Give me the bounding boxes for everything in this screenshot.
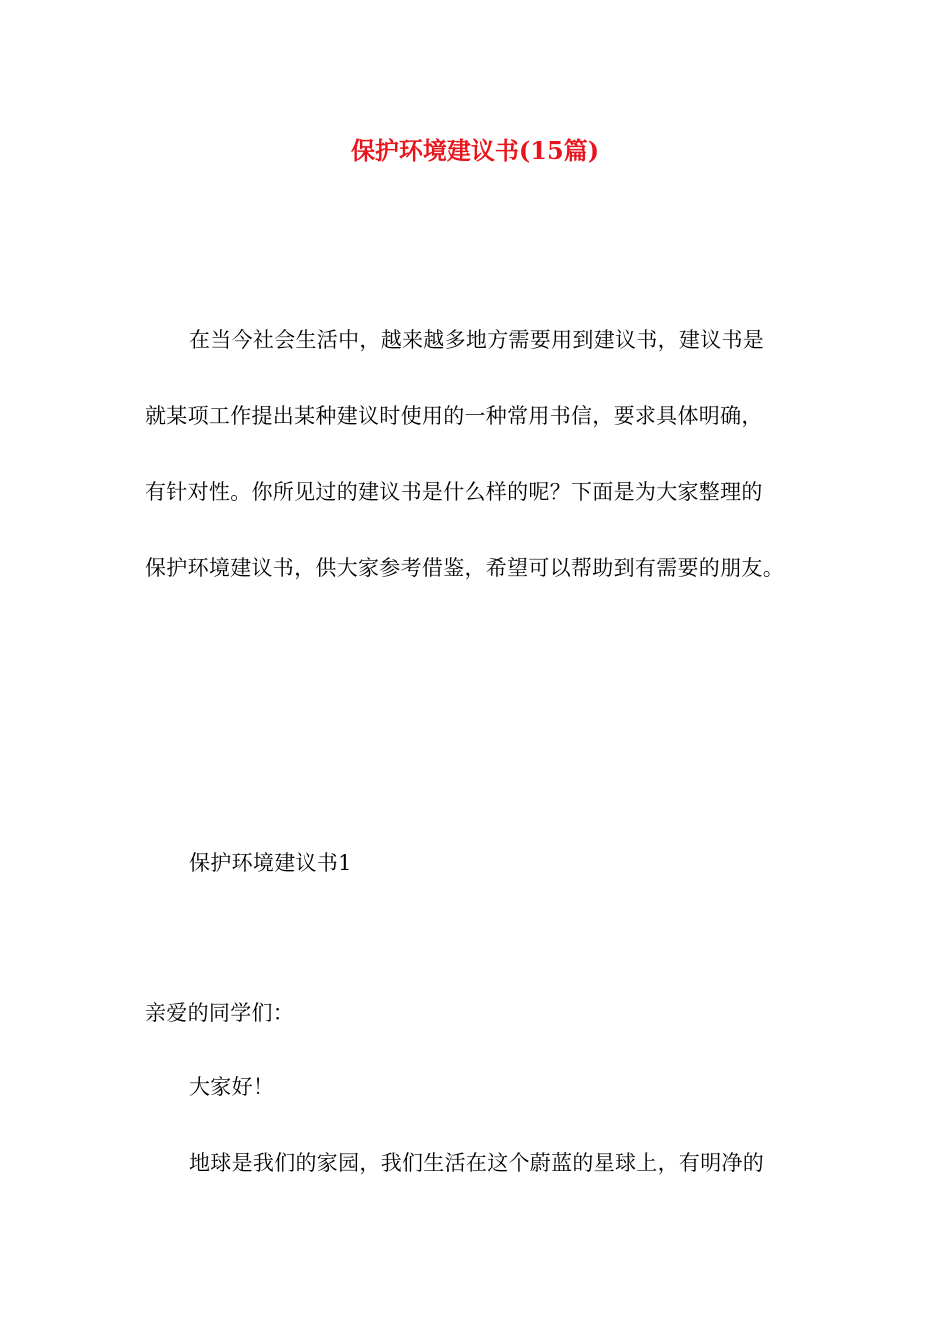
intro-line-1: 在当今社会生活中，越来越多地方需要用到建议书，建议书是 <box>189 328 765 352</box>
greeting: 大家好！ <box>189 1075 275 1099</box>
section-heading: 保护环境建议书1 <box>189 851 352 875</box>
document-title: 保护环境建议书(15篇) <box>350 136 600 165</box>
salutation: 亲爱的同学们： <box>145 1001 295 1025</box>
body-line-1: 地球是我们的家园，我们生活在这个蔚蓝的星球上，有明净的 <box>189 1151 765 1175</box>
intro-line-2: 就某项工作提出某种建议时使用的一种常用书信，要求具体明确， <box>145 404 763 428</box>
intro-line-3: 有针对性。你所见过的建议书是什么样的呢？下面是为大家整理的 <box>145 480 763 504</box>
intro-line-4: 保护环境建议书，供大家参考借鉴，希望可以帮助到有需要的朋友。 <box>145 556 784 580</box>
